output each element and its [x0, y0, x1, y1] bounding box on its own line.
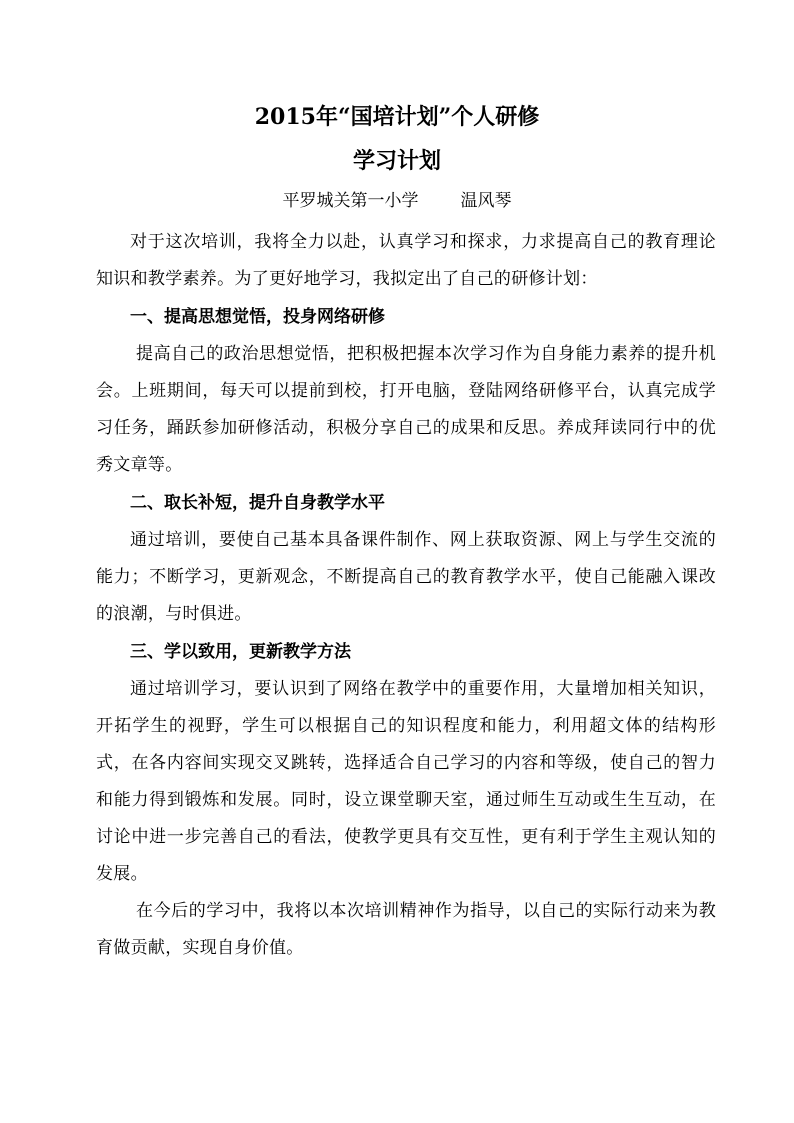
section-heading-3: 三、学以致用，更新教学方法 — [130, 642, 351, 662]
school-name: 平罗城关第一小学 — [282, 191, 419, 211]
document-title: 2015年“国培计划”个人研修 — [254, 104, 540, 130]
intro-paragraph: 对于这次培训，我将全力以赴，认真学习和探求，力求提高自己的教育理论知识和教学素养。为了更好地学习，我拟定出了自己的研修计划： — [96, 232, 716, 289]
section-heading-2: 二、取长补短，提升自身教学水平 — [130, 493, 385, 513]
closing-paragraph: 在今后的学习中，我将以本次培训精神作为指导，以自己的实际行动来为教育做贡献，实现自身价值。 — [96, 901, 716, 958]
section-paragraph-2: 通过培训，要使自己基本具备课件制作、网上获取资源、网上与学生交流的能力；不断学习，更新观念，不断提高自己的教育教学水平，使自己能融入课改的浪潮，与时俱进。 — [96, 530, 716, 624]
author-name: 温风琴 — [460, 191, 512, 211]
document-body — [96, 224, 716, 967]
section-heading-1: 一、提高思想觉悟，投身网络研修 — [130, 307, 385, 327]
document-subtitle: 学习计划 — [352, 148, 441, 174]
section-paragraph-1: 提高自己的政治思想觉悟，把积极把握本次学习作为自身能力素养的提升机会。上班期间，每天可以提前到校，打开电脑，登陆网络研修平台，认真完成学习任务，踊跃参加研修活动，积极分享自己的成果和反思。养成拜读同行中的优秀文章等。 — [96, 344, 716, 475]
author-line — [0, 188, 794, 214]
section-paragraph-3: 通过培训学习，要认识到了网络在教学中的重要作用，大量增加相关知识，开拓学生的视野，学生可以根据自己的知识程度和能力，利用超文体的结构形式，在各内容间实现交叉跳转，选择适合自己学习的内容和等级，使自己的智力和能力得到锻炼和发展。同时，设立课堂聊天室，通过师生互动或生生互动，在讨论中进一步完善自己的看法，使教学更具有交互性，更有利于学生主观认知的发展。 — [96, 679, 716, 884]
